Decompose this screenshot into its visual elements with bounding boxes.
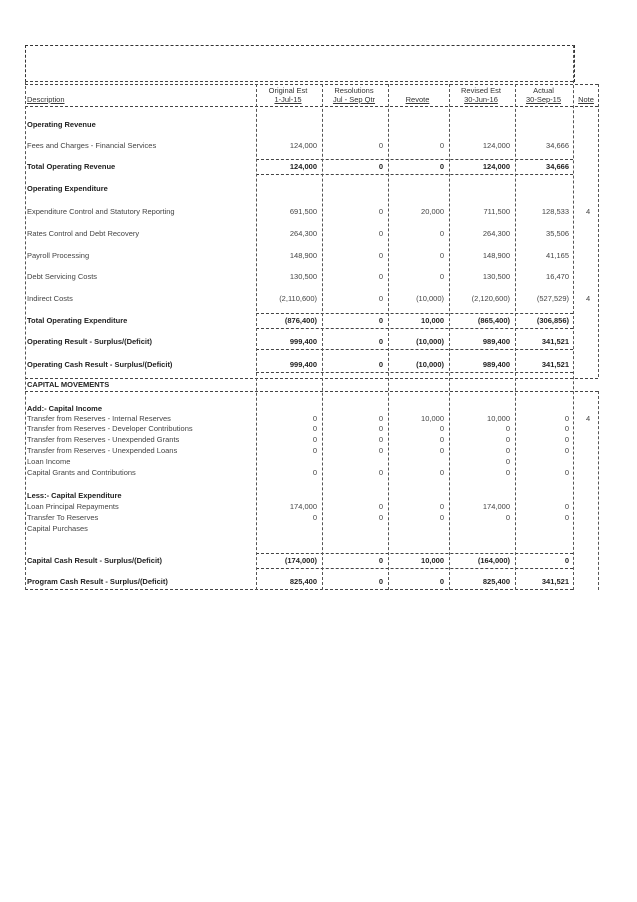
cell-orig: (2,110,600) (279, 294, 317, 303)
cell-actual: 0 (564, 556, 569, 565)
cell-actual: 341,521 (541, 577, 569, 586)
cell-revised: (164,000) (477, 556, 510, 565)
line-item: Transfer from Reserves - Unexpended Loans (27, 446, 178, 455)
line-item: Expenditure Control and Statutory Reporting (27, 207, 175, 216)
header-revised-l1: Revised Est (460, 86, 502, 95)
cell-actual: 41,165 (546, 251, 569, 260)
section-operating-expenditure: Operating Expenditure (27, 184, 108, 193)
cell-revote: 20,000 (421, 207, 444, 216)
column-divider (256, 84, 257, 590)
rule-line (256, 313, 573, 314)
cell-actual: (306,856) (536, 316, 569, 325)
cell-res: 0 (378, 337, 383, 346)
cell-revote: 0 (439, 577, 444, 586)
cell-res: 0 (378, 294, 383, 303)
operating-cash-result: Operating Cash Result - Surplus/(Deficit) (27, 360, 173, 369)
cell-revote: 10,000 (421, 414, 444, 423)
cell-res: 0 (378, 162, 383, 171)
cell-revised: (865,400) (477, 316, 510, 325)
line-item: Fees and Charges - Financial Services (27, 141, 157, 150)
capital-expenditure-heading: Less:- Capital Expenditure (27, 491, 122, 500)
line-item: Transfer To Reserves (27, 513, 99, 522)
cell-revised: (2,120,600) (471, 294, 510, 303)
line-item: Transfer from Reserves - Developer Contributions (27, 424, 193, 433)
cell-orig: 0 (312, 424, 317, 433)
program-cash-result: Program Cash Result - Surplus/(Deficit) (27, 577, 168, 586)
cell-note: 4 (586, 294, 591, 303)
cell-revised: 264,300 (482, 229, 510, 238)
cell-res: 0 (378, 577, 383, 586)
cell-actual: 0 (564, 468, 569, 477)
cell-actual: 35,506 (546, 229, 569, 238)
column-divider (322, 84, 323, 590)
cell-res: 0 (378, 229, 383, 238)
cell-revote: 0 (439, 251, 444, 260)
column-divider (449, 84, 450, 590)
cell-actual: (527,529) (536, 294, 569, 303)
line-item: Rates Control and Debt Recovery (27, 229, 140, 238)
cell-actual: 0 (564, 502, 569, 511)
cell-revised: 825,400 (482, 577, 510, 586)
cell-revote: 0 (439, 141, 444, 150)
header-resolutions-l2: Jul - Sep Qtr (332, 95, 376, 104)
cell-revised: 130,500 (482, 272, 510, 281)
section-operating-revenue: Operating Revenue (27, 120, 96, 129)
cell-res: 0 (378, 502, 383, 511)
header-original-l1: Original Est (268, 86, 308, 95)
cell-orig: 691,500 (289, 207, 317, 216)
cell-revote: 10,000 (421, 556, 444, 565)
line-item: Transfer from Reserves - Unexpended Grants (27, 435, 180, 444)
line-item: Loan Income (27, 457, 71, 466)
cell-revised: 0 (505, 446, 510, 455)
cell-revised: 0 (505, 457, 510, 466)
total-operating-expenditure: Total Operating Expenditure (27, 316, 128, 325)
line-item: Capital Purchases (27, 524, 88, 533)
cell-actual: 0 (564, 424, 569, 433)
header-revote: Revote (405, 95, 430, 104)
cell-revote: 0 (439, 424, 444, 433)
cell-revised: 0 (505, 468, 510, 477)
cell-revised: 10,000 (487, 414, 510, 423)
cell-res: 0 (378, 414, 383, 423)
cell-revote: 10,000 (421, 316, 444, 325)
cell-revised: 711,500 (483, 207, 510, 216)
line-item: Loan Principal Repayments (27, 502, 119, 511)
column-divider (515, 84, 516, 590)
cell-revote: 0 (439, 229, 444, 238)
cell-orig: 0 (312, 468, 317, 477)
cell-res: 0 (378, 424, 383, 433)
cell-orig: 174,000 (289, 502, 317, 511)
cell-revised: 989,400 (482, 360, 510, 369)
header-resolutions-l1: Resolutions (334, 86, 374, 95)
cell-res: 0 (378, 446, 383, 455)
cell-actual: 0 (564, 446, 569, 455)
cell-orig: 999,400 (289, 360, 317, 369)
cell-actual: 341,521 (541, 337, 569, 346)
cell-note: 4 (586, 207, 591, 216)
column-divider (573, 45, 574, 590)
capital-cash-result: Capital Cash Result - Surplus/(Deficit) (27, 556, 163, 565)
rule-line (25, 391, 598, 392)
cell-actual: 0 (564, 414, 569, 423)
cell-revote: 0 (439, 513, 444, 522)
cell-orig: 0 (312, 435, 317, 444)
cell-res: 0 (378, 141, 383, 150)
header-top-line (25, 81, 573, 82)
cell-actual: 16,470 (546, 272, 569, 281)
cell-orig: 0 (312, 446, 317, 455)
title-block (25, 45, 575, 82)
cell-revote: 0 (439, 162, 444, 171)
line-item: Indirect Costs (27, 294, 73, 303)
cell-orig: 124,000 (289, 141, 317, 150)
rule-line (256, 568, 573, 569)
line-item: Debt Servicing Costs (27, 272, 98, 281)
header-description: Description (27, 95, 65, 104)
column-divider (388, 84, 389, 590)
cell-res: 0 (378, 435, 383, 444)
cell-res: 0 (378, 316, 383, 325)
cell-actual: 34,666 (546, 141, 569, 150)
header-top-line (25, 84, 598, 85)
rule-line (256, 328, 573, 329)
cell-res: 0 (378, 556, 383, 565)
cell-res: 0 (378, 251, 383, 260)
cell-revote: 0 (439, 468, 444, 477)
header-revised-l2: 30-Jun-16 (464, 95, 498, 104)
rule-line (256, 372, 573, 373)
cell-revised: 124,000 (482, 141, 510, 150)
cell-revised: 989,400 (482, 337, 510, 346)
line-item: Capital Grants and Contributions (27, 468, 136, 477)
line-item: Payroll Processing (27, 251, 90, 260)
rule-line (256, 159, 573, 160)
cell-revised: 174,000 (482, 502, 510, 511)
rule-line (25, 589, 573, 590)
column-divider (25, 81, 26, 590)
operating-result: Operating Result - Surplus/(Deficit) (27, 337, 153, 346)
cell-revote: 0 (439, 446, 444, 455)
rule-line (256, 349, 573, 350)
cell-revote: (10,000) (416, 294, 444, 303)
cell-orig: 148,900 (289, 251, 317, 260)
cell-revised: 124,000 (482, 162, 510, 171)
column-divider (598, 391, 599, 590)
cell-revote: (10,000) (416, 337, 444, 346)
cell-res: 0 (378, 513, 383, 522)
cell-actual: 34,666 (546, 162, 569, 171)
cell-revote: 0 (439, 435, 444, 444)
capital-income-heading: Add:- Capital Income (27, 404, 103, 413)
cell-orig: 130,500 (289, 272, 317, 281)
header-original-l2: 1-Jul-15 (274, 95, 302, 104)
header-note: Note (578, 95, 594, 104)
cell-revised: 0 (505, 513, 510, 522)
line-item: Transfer from Reserves - Internal Reserves (27, 414, 171, 423)
cell-res: 0 (378, 207, 383, 216)
rule-line (25, 378, 598, 379)
total-operating-revenue: Total Operating Revenue (27, 162, 116, 171)
cell-orig: 999,400 (289, 337, 317, 346)
cell-note: 4 (586, 414, 591, 423)
cell-res: 0 (378, 468, 383, 477)
cell-actual: 341,521 (541, 360, 569, 369)
cell-revote: 0 (439, 502, 444, 511)
header-bottom-line (25, 106, 598, 107)
cell-orig: (876,400) (284, 316, 317, 325)
cell-revised: 0 (505, 435, 510, 444)
cell-orig: (174,000) (284, 556, 317, 565)
cell-revised: 0 (505, 424, 510, 433)
cell-actual: 0 (564, 435, 569, 444)
rule-line (256, 553, 573, 554)
rule-line (256, 174, 573, 175)
cell-actual: 128,533 (541, 207, 569, 216)
header-actual-l2: 30-Sep-15 (525, 95, 562, 104)
cell-orig: 264,300 (289, 229, 317, 238)
cell-res: 0 (378, 272, 383, 281)
cell-actual: 0 (564, 513, 569, 522)
cell-orig: 825,400 (289, 577, 317, 586)
cell-orig: 0 (312, 513, 317, 522)
cell-orig: 0 (312, 414, 317, 423)
section-capital-movements: CAPITAL MOVEMENTS (27, 380, 110, 389)
cell-orig: 124,000 (289, 162, 317, 171)
cell-revote: (10,000) (416, 360, 444, 369)
cell-revised: 148,900 (482, 251, 510, 260)
header-actual-l1: Actual (533, 86, 554, 95)
column-divider (598, 84, 599, 377)
cell-revote: 0 (439, 272, 444, 281)
cell-res: 0 (378, 360, 383, 369)
